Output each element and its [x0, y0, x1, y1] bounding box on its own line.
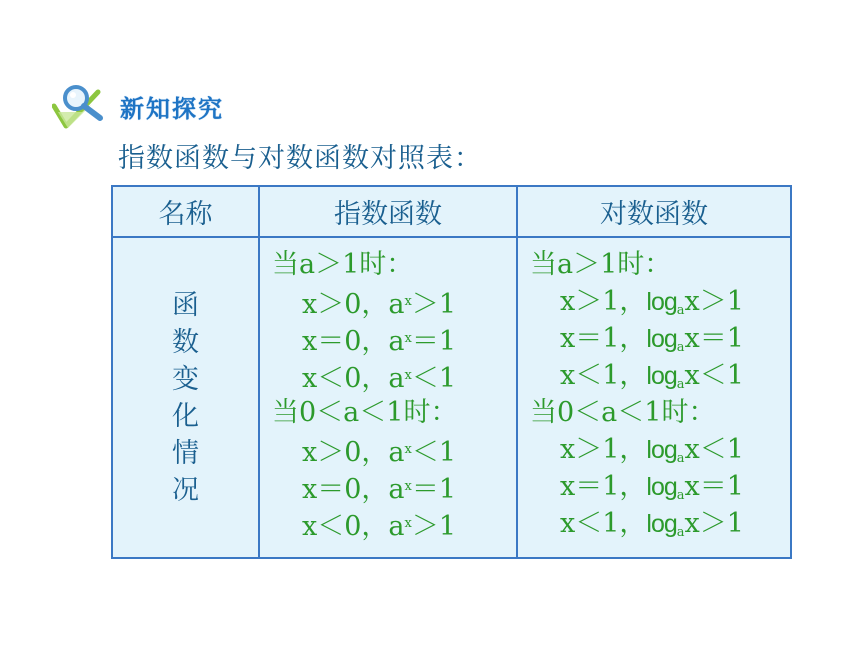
exponential-cases [259, 237, 517, 558]
section-header [52, 82, 224, 130]
row-label-char: 况 [172, 474, 199, 506]
case-heading: 当0＜a＜1时： [530, 397, 716, 428]
case-line: x＜1，$\log_ax<1$ [560, 360, 744, 392]
comparison-table [111, 185, 792, 559]
case-line: x＝0，$a^x=1$ [302, 474, 457, 505]
case-heading: 当a＞1时： [272, 249, 414, 280]
row-label-char: 化 [172, 400, 199, 432]
table-row [112, 237, 791, 558]
header-exponential: 指数函数 [259, 186, 517, 237]
table-header-row [112, 186, 791, 237]
case-line: x＝1，$\log_ax=1$ [560, 323, 744, 355]
case-line: x＞1，$\log_ax<1$ [560, 434, 744, 466]
case-line: x＜1，$\log_ax>1$ [560, 508, 744, 540]
section-title: 新知探究 [120, 94, 224, 123]
row-label-char: 函 [172, 289, 199, 321]
header-name: 名称 [112, 186, 259, 237]
row-label-char: 变 [172, 363, 199, 395]
case-line: x＝0，$a^x=1$ [302, 326, 457, 357]
row-label [112, 237, 259, 558]
case-line: x＝1，$\log_ax=1$ [560, 471, 744, 503]
case-line: x＞1，$\log_ax>1$ [560, 286, 744, 318]
magnifier-check-icon [52, 82, 108, 130]
case-line: x＞0，$a^x>1$ [302, 289, 457, 320]
row-label-char: 情 [172, 437, 199, 469]
row-label-char: 数 [172, 326, 199, 358]
logarithmic-cases [517, 237, 791, 558]
case-heading: 当a＞1时： [530, 249, 672, 280]
header-logarithmic: 对数函数 [517, 186, 791, 237]
page-subtitle: 指数函数与对数函数对照表： [118, 143, 482, 174]
case-line: x＜0，$a^x>1$ [302, 511, 457, 542]
case-line: x＞0，$a^x<1$ [302, 437, 457, 468]
case-heading: 当0＜a＜1时： [272, 397, 458, 428]
case-line: x＜0，$a^x<1$ [302, 363, 457, 394]
